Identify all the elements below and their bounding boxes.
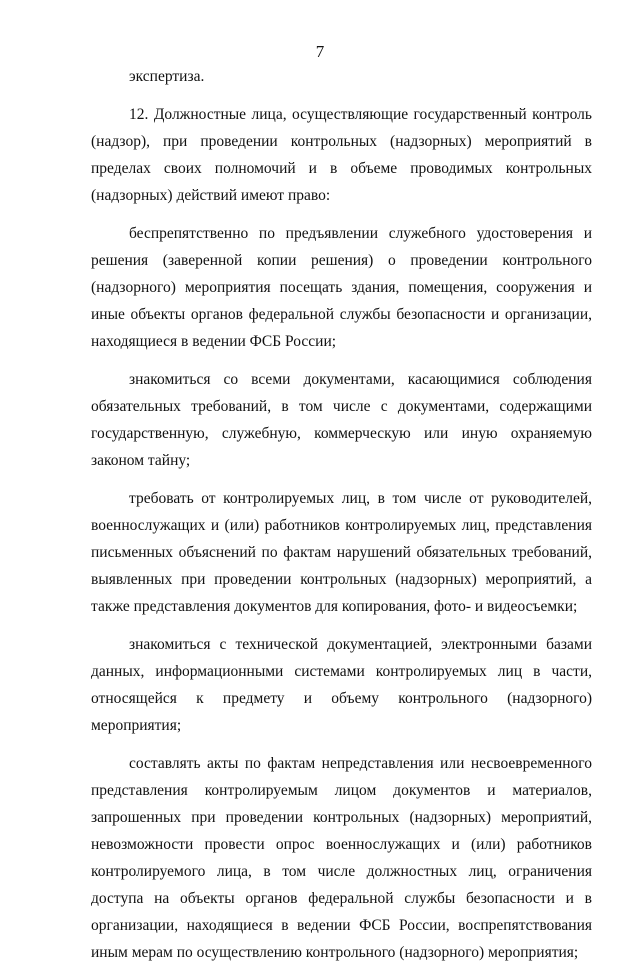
document-body [91, 63, 592, 966]
paragraph-right-documents: знакомиться со всеми документами, касающимися соблюдения обязательных требований, в том числе с документами, содержащими государственную, служебную, коммерческую или иную охраняемую законом тайну; [91, 371, 592, 469]
paragraph-right-visit: беспрепятственно по предъявлении служебного удостоверения и решения (заверенной копии решения) о проведении контрольного (надзорного) мероприятия посещать здания, помещения, сооружения и иные объекты органов федеральной службы безопасности и организации, находящиеся в ведении ФСБ России; [91, 225, 592, 350]
paragraph-right-technical-docs: знакомиться с технической документацией, электронными базами данных, информационными системами контролируемых лиц в части, относящейся к предмету и объему контрольного (надзорного) мероприятия; [91, 636, 592, 734]
paragraph-right-acts: составлять акты по фактам непредставления или несвоевременного представления контролируемым лицом документов и материалов, запрошенных при проведении контрольных (надзорных) мероприятий, невозможности провести опрос военнослужащих и (или) работников контролируемого лица, в том числе должностных лиц, ограничения доступа на объекты органов федеральной службы безопасности и в организации, находящиеся в ведении ФСБ России, воспрепятствования иным мерам по осуществлению контрольного (надзорного) мероприятия; [91, 755, 592, 961]
paragraph-clause-12: 12. Должностные лица, осуществляющие государственный контроль (надзор), при проведении контрольных (надзорных) мероприятий в пределах своих полномочий и в объеме проводимых контрольных (надзорных) действий имеют право: [91, 106, 592, 204]
paragraph-right-explanations: требовать от контролируемых лиц, в том числе от руководителей, военнослужащих и (или) работников контролируемых лиц, представления письменных объяснений по фактам нарушений обязательных требований, выявленных при проведении контрольных (надзорных) мероприятий, а также представления документов для копирования, фото- и видеосъемки; [91, 490, 592, 615]
page-number: 7 [315, 42, 325, 61]
paragraph-continuation: экспертиза. [129, 68, 205, 85]
